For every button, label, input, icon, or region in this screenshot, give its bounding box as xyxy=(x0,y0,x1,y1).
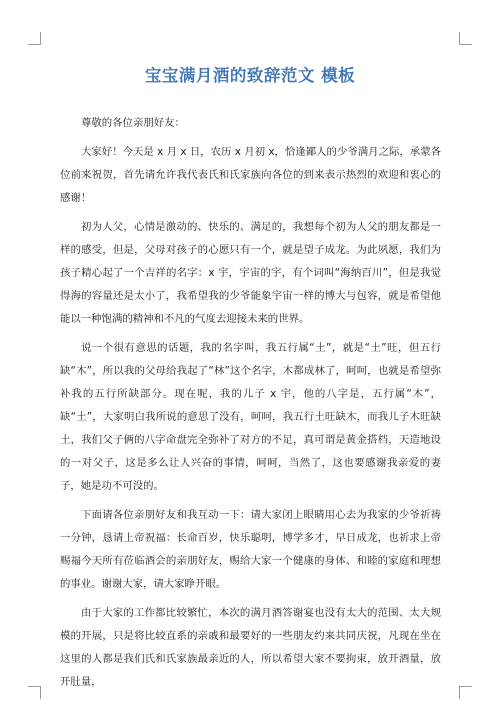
document-title: 宝宝满月酒的致辞范文 模板 xyxy=(144,66,356,85)
greeting-paragraph: 大家好！今天是 x 月 x 日，农历 x 月初 x，恰逢鄙人的少爷满月之际，承蒙各位前来祝贺，首先请允许我代表氏和氏家族向各位的到来表示热烈的欢迎和衷心的感谢！ xyxy=(60,146,441,204)
crop-mark-top-right xyxy=(459,32,472,45)
crop-mark-bottom-right xyxy=(459,686,472,699)
five-elements-paragraph: 说一个很有意思的话题，我的名字叫，我五行属“土”，就是“土”旺，但五行缺“木”，所以我的父母给我起了“林”这个名字，木都成林了，呵呵，也就是希望弥补我的五行所缺部分。现在呢，我的儿子 x 宇，他的八字是，五行属“木”，缺“土”，大家明白我所说的意思了没有，呵呵，我五行土旺缺木，而我儿子木旺缺土，我们父子俩的八字命盘完全弥补了对方的不足，真可谓是黄金搭档，天造地设的一对父子，这是多么让人兴奋的事情，呵呵，当然了，这也要感谢我亲爱的妻子，她是功不可没的。 xyxy=(60,342,441,492)
naming-paragraph: 初为人父，心情是激动的、快乐的、满足的，我想每个初为人父的朋友都是一样的感受，但是，父母对孩子的心愿只有一个，就是望子成龙。为此夙愿，我们为孩子精心起了一个吉祥的名字：x 宇，宇宙的宇，有个词叫“海纳百川”，但是我觉得海的容量还是太小了，我希望我的少爷能象宇宙一样的博大与包容，就是希望他能以一种饱满的精神和不凡的气度去迎接未来的世界。 xyxy=(60,221,441,325)
salutation-paragraph: 尊敬的各位亲朋好友： xyxy=(81,117,185,129)
blessing-paragraph: 下面请各位亲朋好友和我互动一下：请大家闭上眼睛用心去为我家的少爷祈祷一分钟，恳请上帝祝福：长命百岁，快乐聪明，博学多才，早日成龙，也祈求上帝赐福今天所有莅临酒会的亲朋好友，赐给大家一个健康的身体、和睦的家庭和理想的事业。谢谢大家，请大家睁开眼。 xyxy=(60,509,441,590)
crop-mark-bottom-left xyxy=(28,686,41,699)
crop-mark-top-left xyxy=(28,32,41,45)
closing-paragraph: 由于大家的工作都比较繁忙，本次的满月酒答谢宴也没有太大的范围、太大规模的开展，只是将比较直系的亲戚和最要好的一些朋友约来共同庆祝，凡现在坐在这里的人都是我们氏和氏家族最亲近的人，所以希望大家不要拘束，放开酒量，放开肚量， xyxy=(60,607,441,688)
document-body xyxy=(60,112,441,700)
